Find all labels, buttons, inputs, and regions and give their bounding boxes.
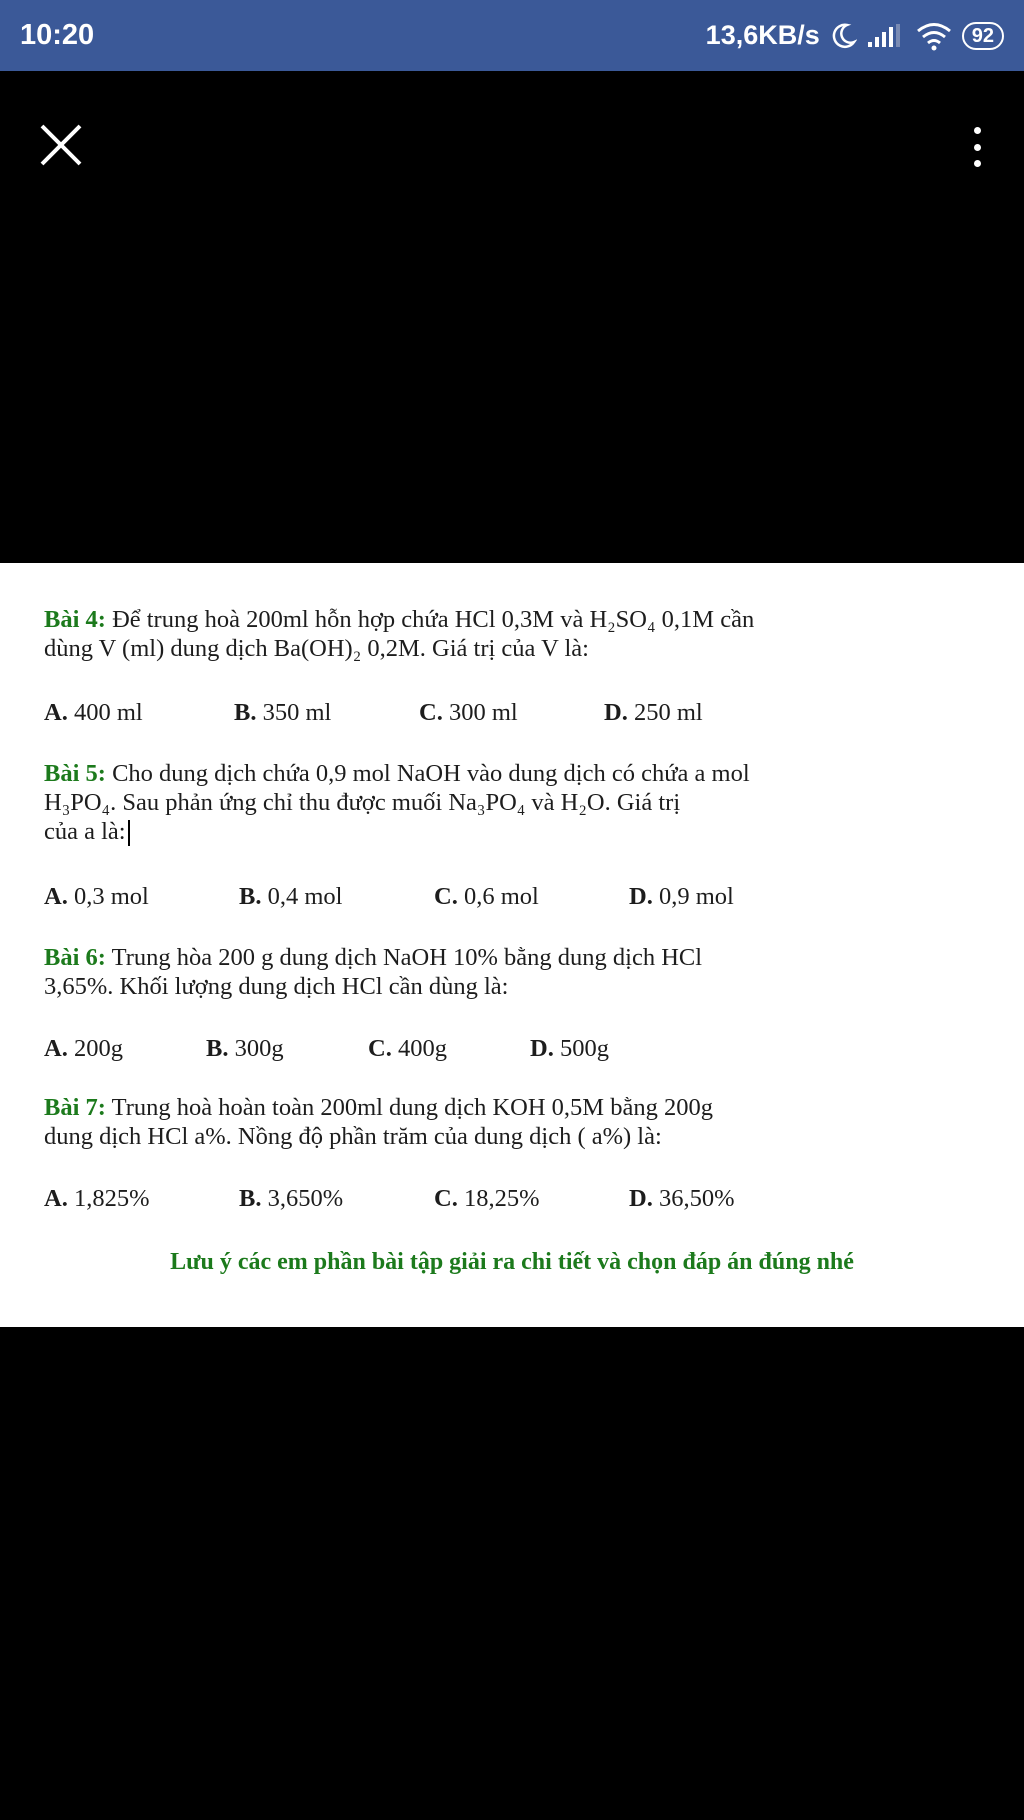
question-label: Bài 6: bbox=[44, 944, 106, 971]
option-c: C. 400g bbox=[368, 1035, 447, 1062]
signal-icon bbox=[866, 24, 906, 48]
question-text: của a là: bbox=[44, 818, 126, 845]
question-text: Trung hoà hoàn toàn 200ml dung dịch KOH 0,5M bằng 200g bbox=[105, 1094, 713, 1121]
photo-viewer-header bbox=[0, 71, 1024, 563]
option-c: C. 300 ml bbox=[419, 699, 518, 726]
question-text: dùng V (ml) dung dịch Ba(OH)₂ 0,2M. Giá trị của V là: bbox=[44, 635, 589, 662]
option-c: C. 18,25% bbox=[434, 1185, 540, 1212]
option-a: A. 0,3 mol bbox=[44, 883, 149, 910]
question-text: Cho dung dịch chứa 0,9 mol NaOH vào dung dịch có chứa a mol bbox=[105, 760, 750, 787]
moon-icon bbox=[829, 22, 857, 50]
option-b: B. 3,650% bbox=[239, 1185, 344, 1212]
question-label: Bài 7: bbox=[44, 1094, 106, 1121]
close-icon[interactable] bbox=[38, 122, 84, 168]
question-text: Để trung hoà 200ml hỗn hợp chứa HCl 0,3M và H₂SO₄ 0,1M cần bbox=[105, 606, 755, 633]
battery-indicator: 92 bbox=[962, 22, 1004, 50]
status-indicators bbox=[706, 20, 1004, 51]
status-time: 10:20 bbox=[20, 19, 95, 51]
option-a: A. 200g bbox=[44, 1035, 123, 1062]
option-d: D. 36,50% bbox=[629, 1185, 735, 1212]
question-label: Bài 5: bbox=[44, 760, 106, 787]
option-b: B. 350 ml bbox=[234, 699, 332, 726]
question-6 bbox=[44, 943, 929, 1001]
question-text: 3,65%. Khối lượng dung dịch HCl cần dùng là: bbox=[44, 973, 509, 1000]
option-a: A. 400 ml bbox=[44, 699, 143, 726]
text-cursor bbox=[128, 820, 130, 846]
teacher-note: Lưu ý các em phần bài tập giải ra chi tiết và chọn đáp án đúng nhé bbox=[170, 1249, 854, 1275]
option-c: C. 0,6 mol bbox=[434, 883, 539, 910]
question-7 bbox=[44, 1093, 929, 1151]
status-bar bbox=[0, 0, 1024, 71]
more-vertical-icon[interactable] bbox=[970, 127, 984, 167]
wifi-icon bbox=[915, 21, 953, 51]
option-d: D. 0,9 mol bbox=[629, 883, 734, 910]
option-d: D. 250 ml bbox=[604, 699, 703, 726]
option-d: D. 500g bbox=[530, 1035, 609, 1062]
network-speed: 13,6KB/s bbox=[705, 20, 820, 50]
question-text: H₃PO₄. Sau phản ứng chỉ thu được muối Na₃PO₄ và H₂O. Giá trị bbox=[44, 789, 681, 816]
question-4 bbox=[44, 605, 929, 663]
option-b: B. 300g bbox=[206, 1035, 284, 1062]
question-text: dung dịch HCl a%. Nồng độ phần trăm của dung dịch ( a%) là: bbox=[44, 1123, 662, 1150]
document-image bbox=[0, 563, 1024, 1327]
option-b: B. 0,4 mol bbox=[239, 883, 343, 910]
option-a: A. 1,825% bbox=[44, 1185, 150, 1212]
question-5 bbox=[44, 759, 929, 846]
question-label: Bài 4: bbox=[44, 606, 106, 633]
question-text: Trung hòa 200 g dung dịch NaOH 10% bằng dung dịch HCl bbox=[105, 944, 703, 971]
